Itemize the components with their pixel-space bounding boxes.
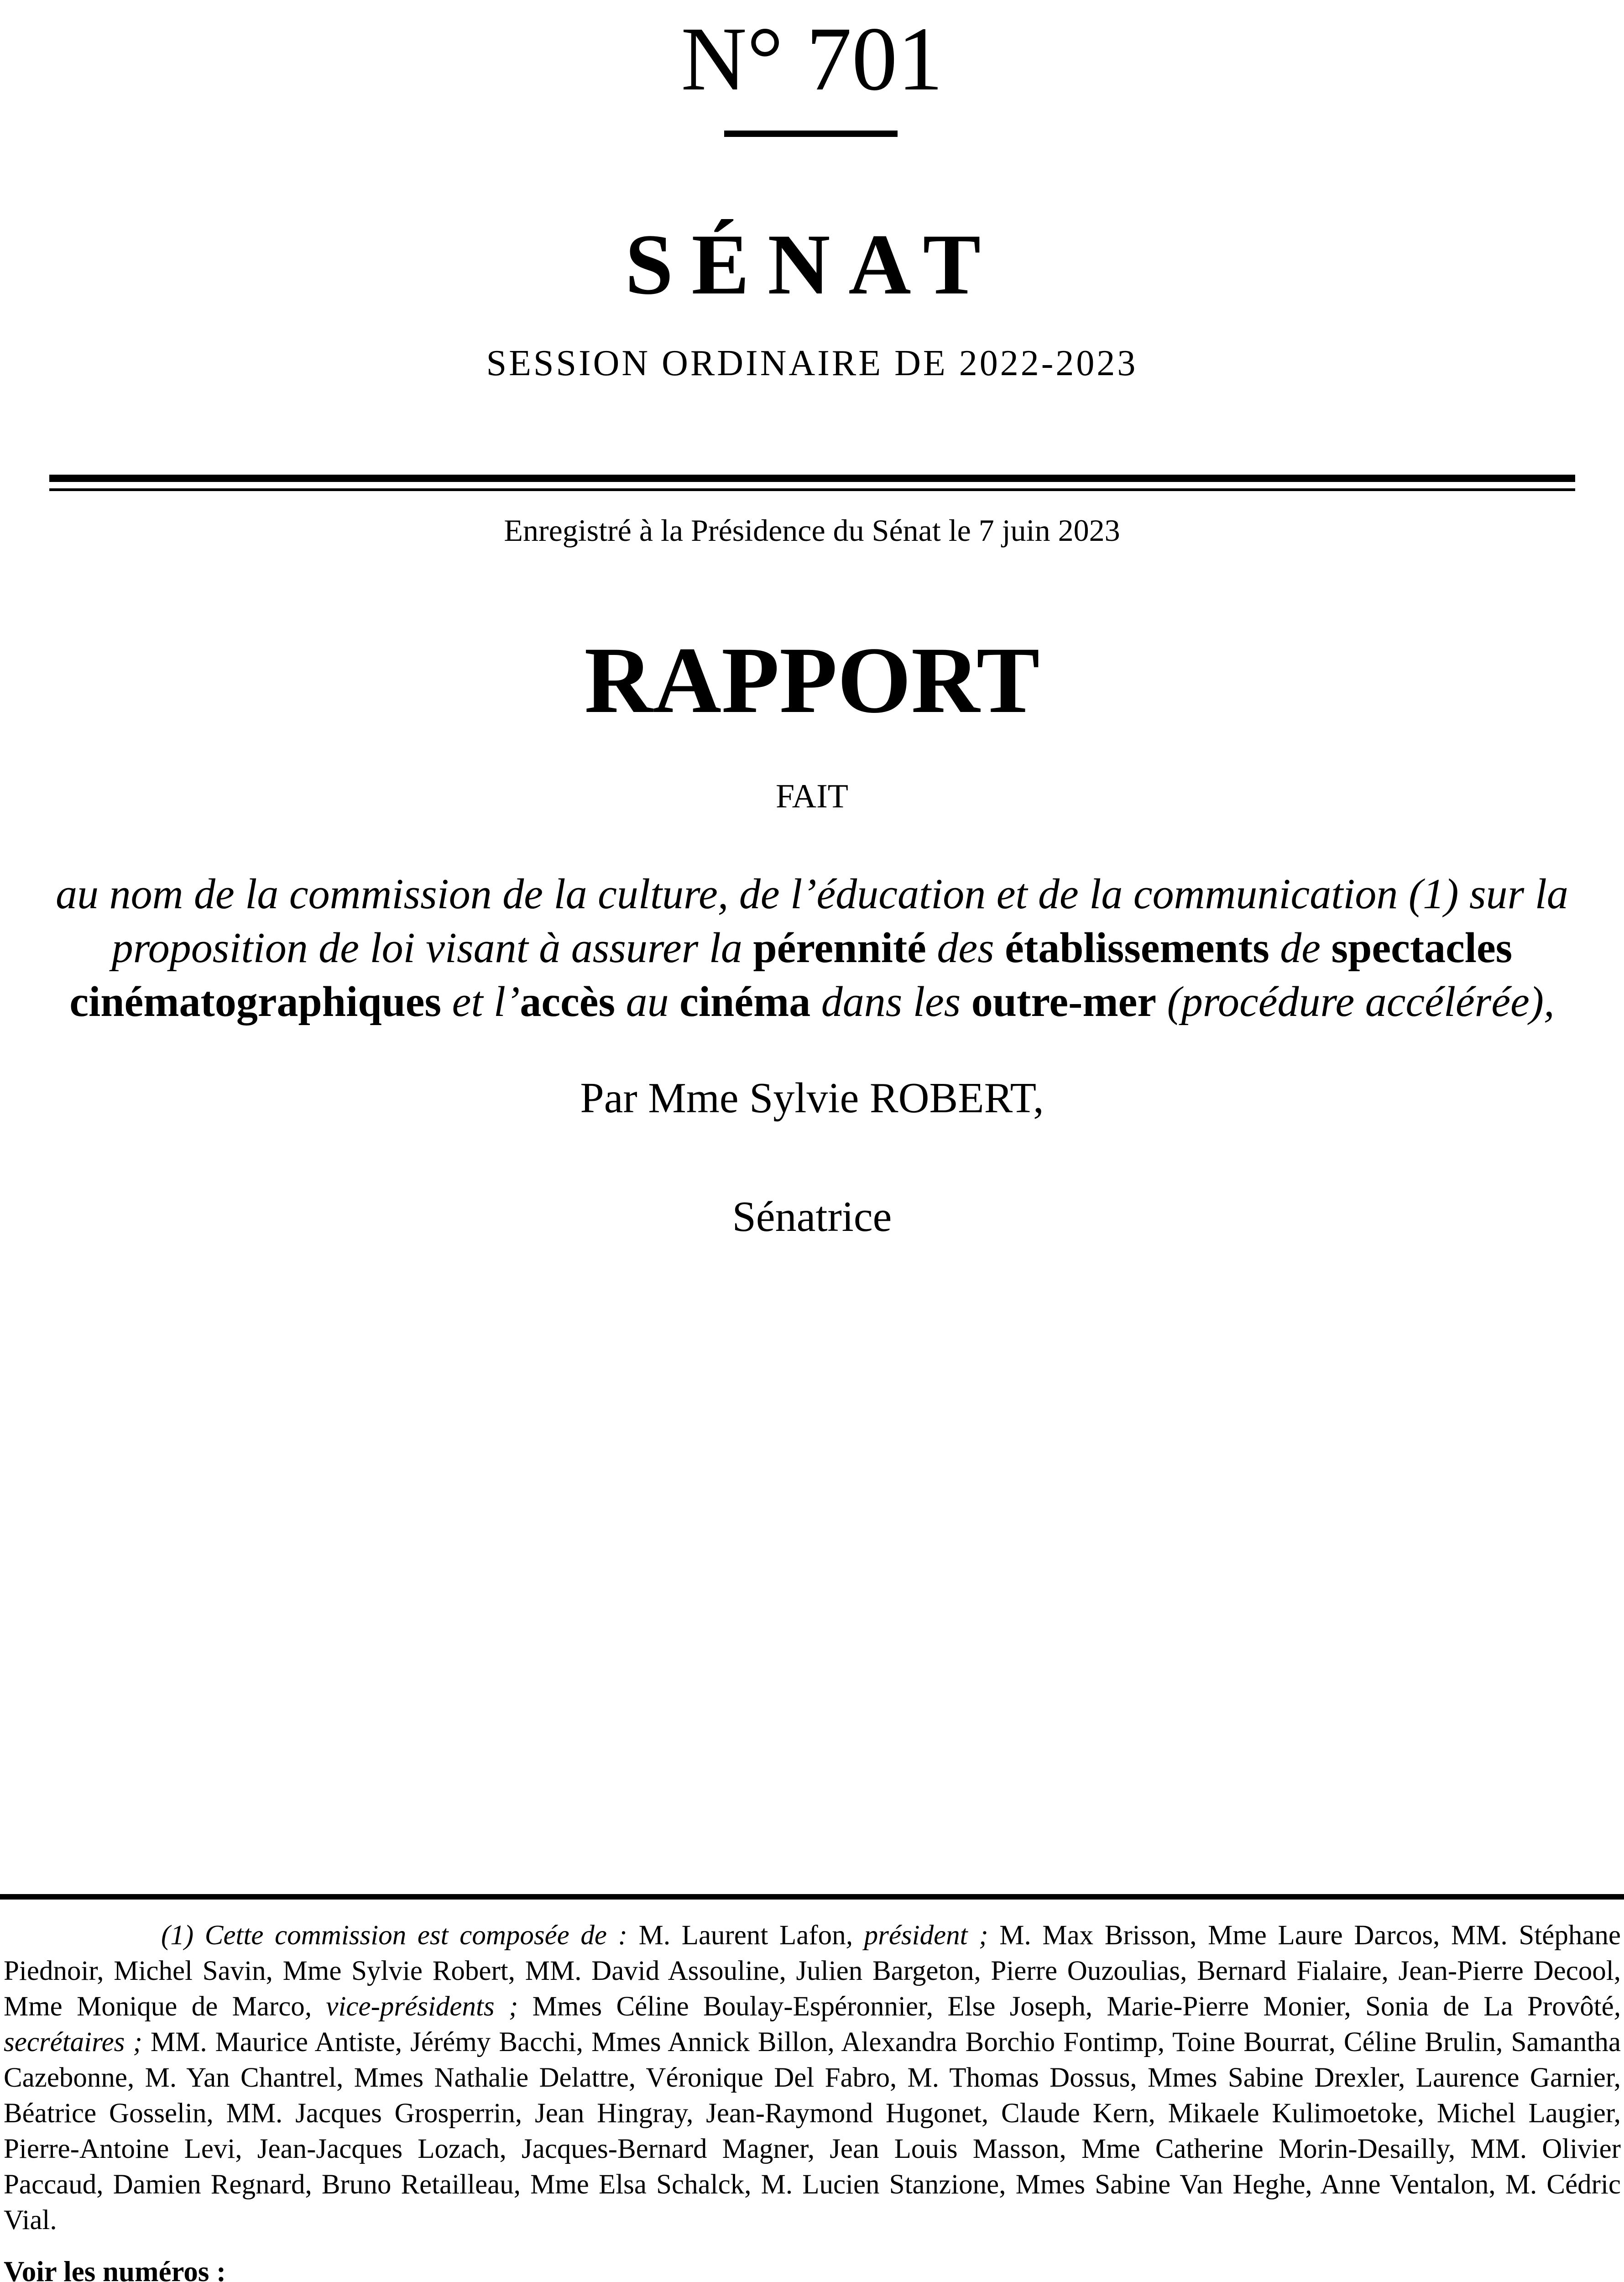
- header-rule-thick: [49, 475, 1575, 482]
- keyword-etablissements: établissements: [1005, 924, 1269, 972]
- title-underline: [724, 131, 898, 137]
- header-rule-thin: [49, 488, 1575, 491]
- footnote-rule: [0, 1894, 1624, 1900]
- report-subject: au nom de la commission de la culture, de l’éducation et de la communication (1) sur la proposition de loi visant à assurer la pérennité des établissements de spectacles cinématographiques et l’accès au cinéma dans les outre-mer (procédure accélérée),: [56, 870, 1568, 1026]
- subject-line-1: au nom de la commission de la culture, de l’éducation et de la communication (1) sur la: [56, 870, 1568, 918]
- document-type: RAPPORT: [584, 628, 1040, 733]
- session-label: SESSION ORDINAIRE DE 2022-2023: [486, 343, 1138, 383]
- keyword-spectacles: spectacles cinématographiques: [69, 924, 1513, 1026]
- chamber-name: SÉNAT: [625, 217, 999, 313]
- registration-date: Enregistré à la Présidence du Sénat le 7 juin 2023: [504, 513, 1120, 548]
- fait-label: FAIT: [776, 778, 848, 815]
- keyword-outre-mer: outre-mer: [971, 978, 1157, 1026]
- keyword-perennite: pérennité: [753, 924, 926, 972]
- keyword-cinema: cinéma: [679, 978, 811, 1026]
- commission-composition: (1) Cette commission est composée de : M. Laurent Lafon, président ; M. Max Brisson, Mme Laure Darcos, MM. Stéphane Piednoir, Michel Savin, Mme Sylvie Robert, MM. David Assouline, Julien Bargeton, Pierre Ouzoulias, Bernard Fialaire, Jean-Pierre Decool, Mme Monique de Marco, vice-présidents ; Mmes Céline Boulay-Espéronnier, Else Joseph, Marie-Pierre Monier, Sonia de La Provôté, secrétaires ; MM. Maurice Antiste, Jérémy Bacchi, Mmes Annick Billon, Alexandra Borchio Fontimp, Toine Bourrat, Céline Brulin, Samantha Cazebonne, M. Yan Chantrel, Mmes Nathalie Delattre, Véronique Del Fabro, M. Thomas Dossus, Mmes Sabine Drexler, Laurence Garnier, Béatrice Gosselin, MM. Jacques Grosperrin, Jean Hingray, Jean-Raymond Hugonet, Claude Kern, Mikaele Kulimoetoke, Michel Laugier, Pierre-Antoine Levi, Jean-Jacques Lozach, Jacques-Bernard Magner, Jean Louis Masson, Mme Catherine Morin-Desailly, MM. Olivier Paccaud, Damien Regnard, Bruno Retailleau, Mme Elsa Schalck, M. Lucien Stanzione, Mmes Sabine Van Heghe, Anne Ventalon, M. Cédric Vial.: [4, 1920, 1621, 2235]
- author-title: Sénatrice: [732, 1193, 892, 1240]
- author: Par Mme Sylvie ROBERT,: [580, 1074, 1044, 1122]
- see-numbers-label: Voir les numéros :: [4, 2256, 226, 2282]
- keyword-acces: accès: [520, 978, 616, 1026]
- document-number: N° 701: [681, 9, 943, 110]
- composition-lead: (1) Cette commission est composée de :: [161, 1920, 627, 1951]
